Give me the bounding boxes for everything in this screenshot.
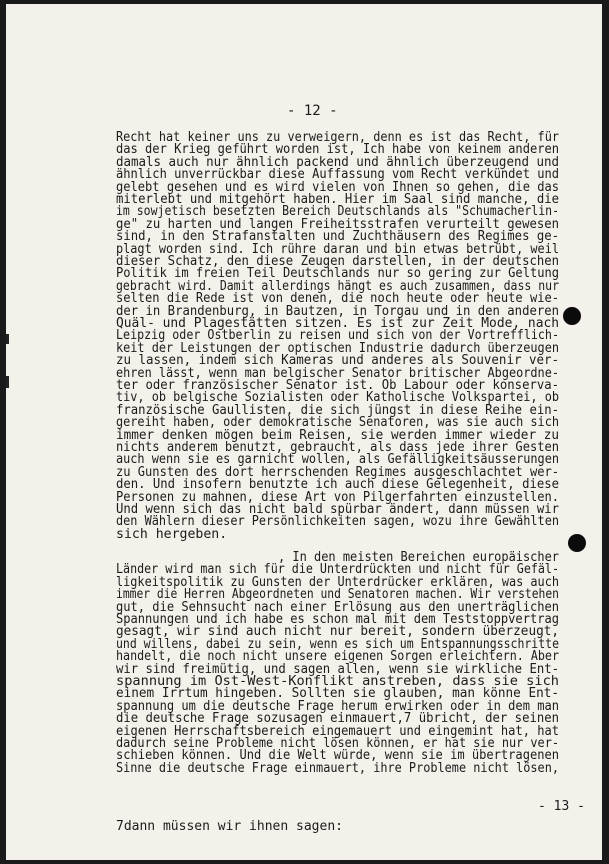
text-line: Politik im freien Teil Deutschlands nur so gering zur Geltung [116, 266, 560, 282]
text-line: den. Und insofern benutzte ich auch diese Gelegenheit, diese [116, 477, 559, 493]
text-line: französische Gaullisten, die sich jüngst in diese Reihe ein- [116, 402, 559, 418]
text-line: das der Krieg geführt worden ist, Ich habe von keinem anderen [116, 142, 560, 158]
text-line: Leipzig oder Ostberlin zu reisen und sich von der Vortrefflich- [116, 328, 559, 344]
text-line: ähnlich unverrückbar diese Auffassung vom Recht verkündet und [116, 167, 560, 183]
text-line: dadurch seine Probleme nicht lösen können, er hat sie nur ver- [116, 736, 559, 751]
text-line: ehren lässt, wenn man belgischer Senator britischer Abgeordne- [116, 365, 559, 381]
text-line: dieser Schatz, den diese Zeugen darstellen, in der deutschen [116, 254, 559, 269]
text-line: , In den meisten Bereichen europäischer [278, 550, 560, 565]
text-line: immer denken mögen beim Reisen, sie werden immer wieder zu [116, 427, 560, 443]
text-line: keit der Leistungen der optischen Industrie dadurch überzeugen [116, 340, 559, 356]
text-line: plagt worden sind. Ich rühre daran und bin etwas betrübt, weil [116, 241, 559, 257]
text-line: wir sind freimütig, und sagen allen, wenn sie wirkliche Ent- [116, 661, 559, 677]
punch-hole [563, 307, 581, 325]
text-line: Quäl- und Plagestätten sitzen. Es ist zur Zeit Mode, nach [116, 316, 560, 331]
text-line: spannung im Ost-West-Konflikt anstreben, dass sie sich [116, 674, 559, 689]
text-line: zu Gunsten des dort herrschenden Regimes ausgeschlachtet wer- [116, 464, 560, 480]
footnote: 7dann müssen wir ihnen sagen: [116, 819, 343, 834]
document-page [6, 4, 602, 860]
continuation-marker: - 13 - [538, 799, 585, 814]
text-line: gelebt gesehen und es wird vielen von Ihnen so gehen, die das [116, 179, 560, 195]
text-line: gereiht haben, oder demokratische Senatoren, was sie auch sich [116, 415, 559, 431]
text-line: sich hergeben. [116, 526, 228, 542]
text-line: gebracht wird. Damit allerdings hängt es auch zusammen, dass nur [116, 278, 559, 294]
page-number: - 12 - [287, 103, 338, 119]
text-line: Personen zu mahnen, diese Art von Pilgerfahrten einzustellen. [116, 489, 560, 505]
text-line: eigenen Herrschaftsbereich eingemauert und eingemint hat, hat [116, 723, 560, 739]
text-line: und willens, dabei zu sein, wenn es sich um Entspannungsschritte [116, 636, 559, 652]
text-line: die deutsche Frage sozusagen einmauert,7 übricht, der seinen [116, 711, 559, 727]
text-line: sind, in den Strafanstalten und Zuchthäusern des Regimes ge- [116, 229, 559, 245]
text-line: immer die Herren Abgeordneten und Senatoren machen. Wir verstehen [116, 587, 560, 603]
punch-hole [568, 534, 586, 552]
scan-edge-mark [6, 334, 9, 344]
text-line: einem Irrtum hingeben. Sollten sie glauben, man könne Ent- [116, 686, 560, 702]
text-line: miterlebt und mitgehört haben. Hier im Saal sind manche, die [116, 192, 559, 207]
text-line: selten die Rede ist von denen, die noch heute oder heute wie- [116, 291, 560, 307]
text-line: Spannungen und ich habe es schon mal mit dem Teststoppvertrag [116, 612, 560, 627]
text-line: auch wenn sie es garnicht wollen, als Gefälligkeitsäusserungen [116, 452, 559, 468]
text-line: Sinne die deutsche Frage einmauert, ihre Probleme nicht lösen, [116, 760, 559, 776]
text-line: Länder wird man sich für die Unterdrückten und nicht für Gefäl- [116, 562, 559, 578]
text-line: ligkeitspolitik zu Gunsten der Unterdrücker erklären, was auch [116, 574, 559, 590]
text-line: ge" zu harten und langen Freiheitsstrafen verurteilt gewesen [116, 216, 559, 232]
text-line: Recht hat keiner uns zu verweigern, denn es ist das Recht, für [116, 130, 559, 145]
text-line: im sowjetisch besetzten Bereich Deutschlands als "Schumacherlin- [116, 204, 559, 220]
scan-edge-mark [6, 376, 9, 388]
text-line: der in Brandenburg, in Bautzen, in Torgau und in den anderen [116, 303, 559, 319]
text-line: spannung um die deutsche Frage herum erwirken oder in dem man [116, 698, 560, 714]
text-line: ter oder französischer Senator ist. Ob Labour oder konserva- [116, 378, 559, 393]
text-line: handelt, die noch nicht unsere eigenen Sorgen erleichtern. Aber [116, 649, 559, 665]
text-line: schieben können. Und die Welt würde, wenn sie im übertragenen [116, 748, 560, 764]
text-line: den Wählern dieser Persönlichkeiten sagen, wozu ihre Gewählten [116, 514, 559, 530]
text-line: gesagt, wir sind auch nicht nur bereit, sondern überzeugt, [116, 624, 560, 640]
text-line: damals auch nur ähnlich packend und ähnlich überzeugend und [116, 154, 560, 170]
text-line: nichts anderem benutzt, gebraucht, als dass jede ihrer Gesten [116, 440, 560, 455]
text-line: gut, die Sehnsucht nach einer Erlösung aus den unerträglichen [116, 599, 560, 615]
text-line: zu lassen, indem sich Kameras und anderes als Souvenir ver- [116, 353, 560, 369]
text-line: tiv, ob belgische Sozialisten oder Katholische Volkspartei, ob [116, 390, 559, 406]
text-line: Und wenn sich das nicht bald spürbar ändert, dann müssen wir [116, 502, 559, 517]
